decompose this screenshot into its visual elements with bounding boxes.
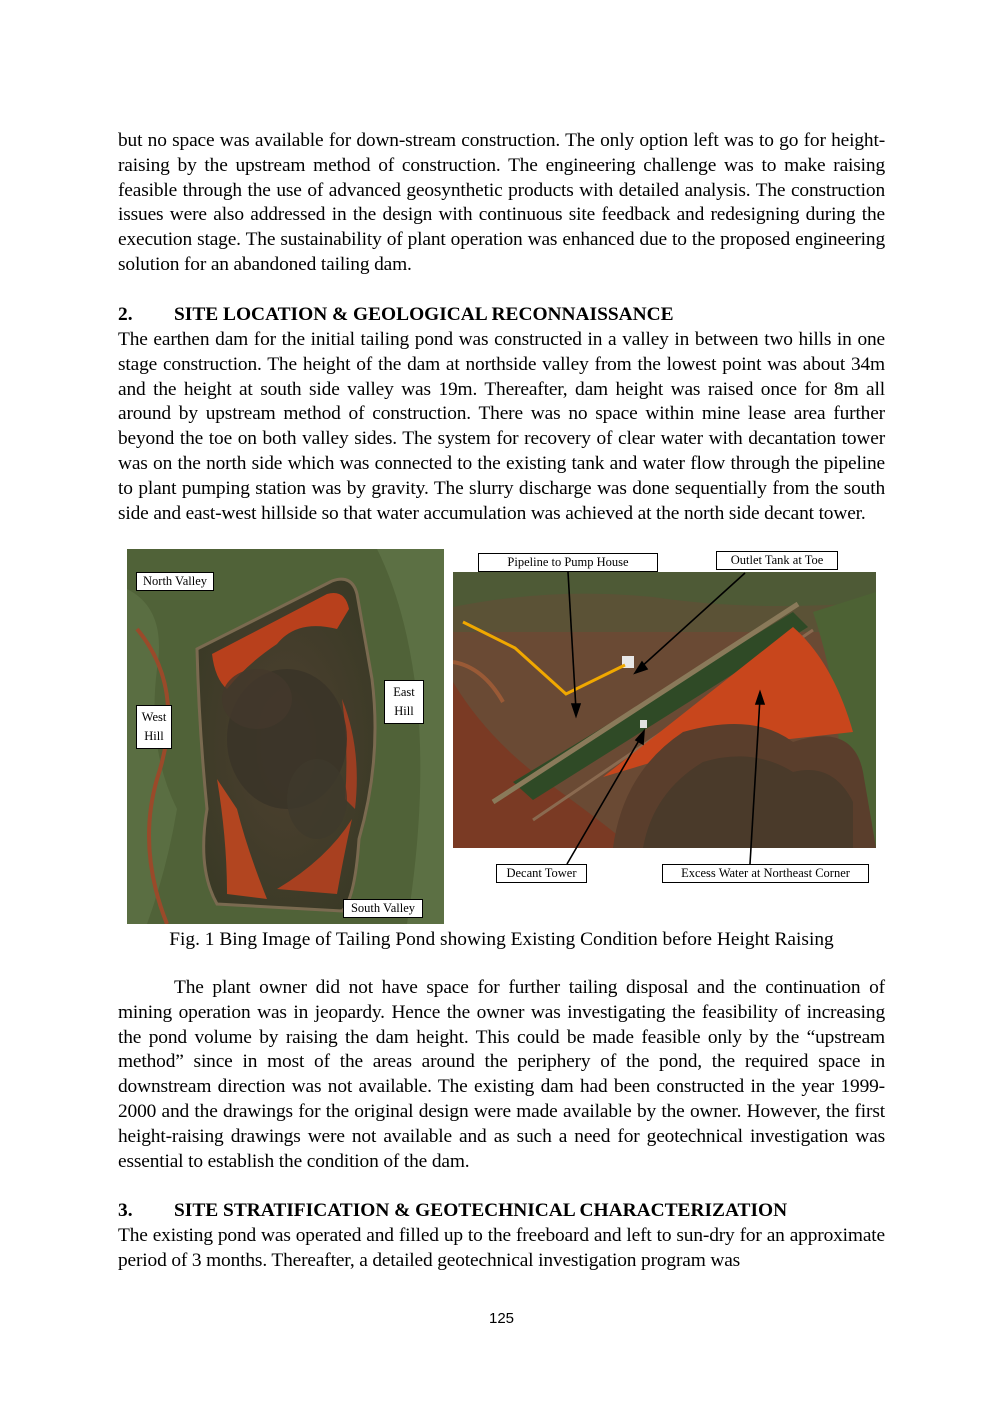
- page-number: 125: [488, 1310, 515, 1327]
- label-pipeline-to-pump-house: Pipeline to Pump House: [478, 553, 658, 572]
- intro-paragraph: but no space was available for down-stream construction. The only option left was to go for height-raising by the upstream method of construction. The engineering challenge was to make raising feasible through the use of advanced geosynthetic products with detailed analysis. The construction issues were also addressed in the design with continuous site feedback and redesigning during the execution stage. The sustainability of plant operation was enhanced due to the proposed engineering solution for an abandoned tailing dam.: [118, 130, 885, 275]
- section-number: 3.: [118, 1200, 133, 1221]
- label-north-valley: North Valley: [136, 572, 214, 591]
- feasibility-paragraph: The plant owner did not have space for further tailing disposal and the continuation of mining operation was in jeopardy. Hence the owner was investigating the feasibility of increasing the pond volume by raising the dam height. This could be made feasible only by the “upstream method” since in most of the areas around the periphery of the pond, the required space in downstream direction was not available. The existing dam had been constructed in the year 1999-2000 and the drawings for the original design were made available by the owner. However, the first height-raising drawings were not available and as such a need for geotechnical investigation was essential to establish the condition of the dam.: [118, 977, 885, 1172]
- figure-caption: Fig. 1 Bing Image of Tailing Pond showing Existing Condition before Height Raising: [169, 929, 834, 950]
- label-decant-tower: Decant Tower: [496, 864, 587, 883]
- aerial-image-pond-overview: [127, 549, 444, 924]
- section-title: SITE LOCATION & GEOLOGICAL RECONNAISSANCE: [174, 304, 674, 325]
- label-excess-water: Excess Water at Northeast Corner: [662, 864, 869, 883]
- section-number: 2.: [118, 304, 133, 325]
- label-west-hill: West Hill: [136, 705, 172, 749]
- section-title: SITE STRATIFICATION & GEOTECHNICAL CHARACTERIZATION: [174, 1200, 788, 1221]
- site-location-paragraph: The earthen dam for the initial tailing pond was constructed in a valley in between two hills in one stage construction. The height of the dam at northside valley from the lowest point was about 34m and the height at south side valley was 19m. Thereafter, dam height was raised once for 8m all around by upstream method of construction. There was no space within mine lease area further beyond the toe on both valley sides. The system for recovery of clear water with decantation tower was on the north side which was connected to the existing tank and water flow through the pipeline to plant pumping station was by gravity. The slurry discharge was done sequentially from the south side and east-west hillside so that water accumulation was achieved at the north side decant tower.: [118, 329, 885, 524]
- aerial-image-north-dam: [453, 572, 876, 848]
- stratification-paragraph: The existing pond was operated and filled up to the freeboard and left to sun-dry for an approximate period of 3 months. Thereafter, a detailed geotechnical investigation program was: [118, 1225, 885, 1271]
- section-heading-2: [118, 304, 674, 326]
- label-east-hill: East Hill: [384, 680, 424, 724]
- label-south-valley: South Valley: [343, 899, 423, 918]
- label-outlet-tank-at-toe: Outlet Tank at Toe: [716, 551, 838, 570]
- section-heading-3: [118, 1200, 787, 1222]
